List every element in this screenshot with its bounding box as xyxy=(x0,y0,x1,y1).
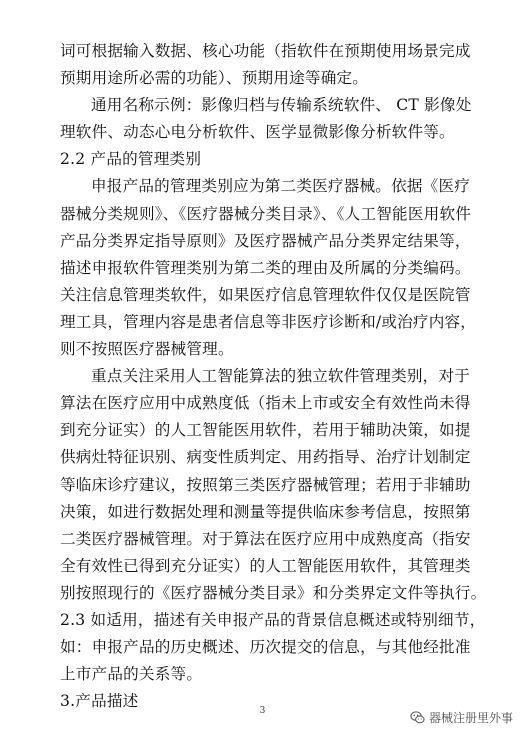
wechat-icon xyxy=(410,710,425,725)
text-line: 二类医疗器械管理。对于算法在医疗应用中成熟度高（指安 xyxy=(60,529,471,548)
watermark xyxy=(410,709,513,726)
text-line: 等临床诊疗建议，按照第三类医疗器械管理；若用于非辅助 xyxy=(60,475,471,494)
text-line: 器械分类规则》、《医疗器械分类目录》、《人工智能医用软件 xyxy=(60,204,472,223)
document-body xyxy=(60,38,492,715)
text-line: 描述申报软件管理类别为第二类的理由及所属的分类编码。 xyxy=(60,258,471,277)
text-line: 供病灶特征识别、病变性质判定、用药指导、治疗计划制定 xyxy=(60,448,471,467)
text-line: 产品分类界定指导原则》及医疗器械产品分类界定结果等， xyxy=(60,231,471,250)
text-line: 则不按照医疗器械管理。 xyxy=(60,340,234,359)
text-line: 到充分证实）的人工智能医用软件，若用于辅助决策，如提 xyxy=(60,421,471,440)
text-line: 重点关注采用人工智能算法的独立软件管理类别，对于 xyxy=(91,367,471,386)
text-line: 2.3 如适用，描述有关申报产品的背景信息概述或特别细节， xyxy=(60,610,486,629)
text-line: 词可根据输入数据、核心功能（指软件在预期使用场景完成 xyxy=(60,42,471,60)
text-line: 理工具，管理内容是患者信息等非医疗诊断和/或治疗内容， xyxy=(60,312,477,331)
text-line: 申报产品的管理类别应为第二类医疗器械。依据《医疗 xyxy=(91,177,471,196)
page-number: 3 xyxy=(259,706,266,716)
text-line: 预期用途所必需的功能）、预期用途等确定。 xyxy=(60,69,369,88)
text-line: 关注信息管理类软件，如果医疗信息管理软件仅仅是医院管 xyxy=(60,285,471,304)
text-line: 如：申报产品的历史概述、历次提交的信息，与其他经批准 xyxy=(60,638,471,657)
text-line: 通用名称示例：影像归档与传输系统软件、 CT 影像处 xyxy=(91,96,472,115)
text-line: 算法在医疗应用中成熟度低（指未上市或安全有效性尚未得 xyxy=(60,394,471,413)
watermark-text: 器械注册里外事 xyxy=(428,711,513,725)
text-line: 3.产品描述 xyxy=(60,692,139,711)
text-line: 理软件、动态心电分析软件、医学显微影像分析软件等。 xyxy=(60,123,455,142)
text-line: 全有效性已得到充分证实）的人工智能医用软件，其管理类 xyxy=(60,556,471,575)
text-line: 上市产品的关系等。 xyxy=(60,665,203,684)
text-line: 别按照现行的《医疗器械分类目录》和分类界定文件等执行。 xyxy=(60,583,487,602)
text-line: 2.2 产品的管理类别 xyxy=(60,150,202,169)
text-line: 决策，如进行数据处理和测量等提供临床参考信息，按照第 xyxy=(60,502,471,521)
